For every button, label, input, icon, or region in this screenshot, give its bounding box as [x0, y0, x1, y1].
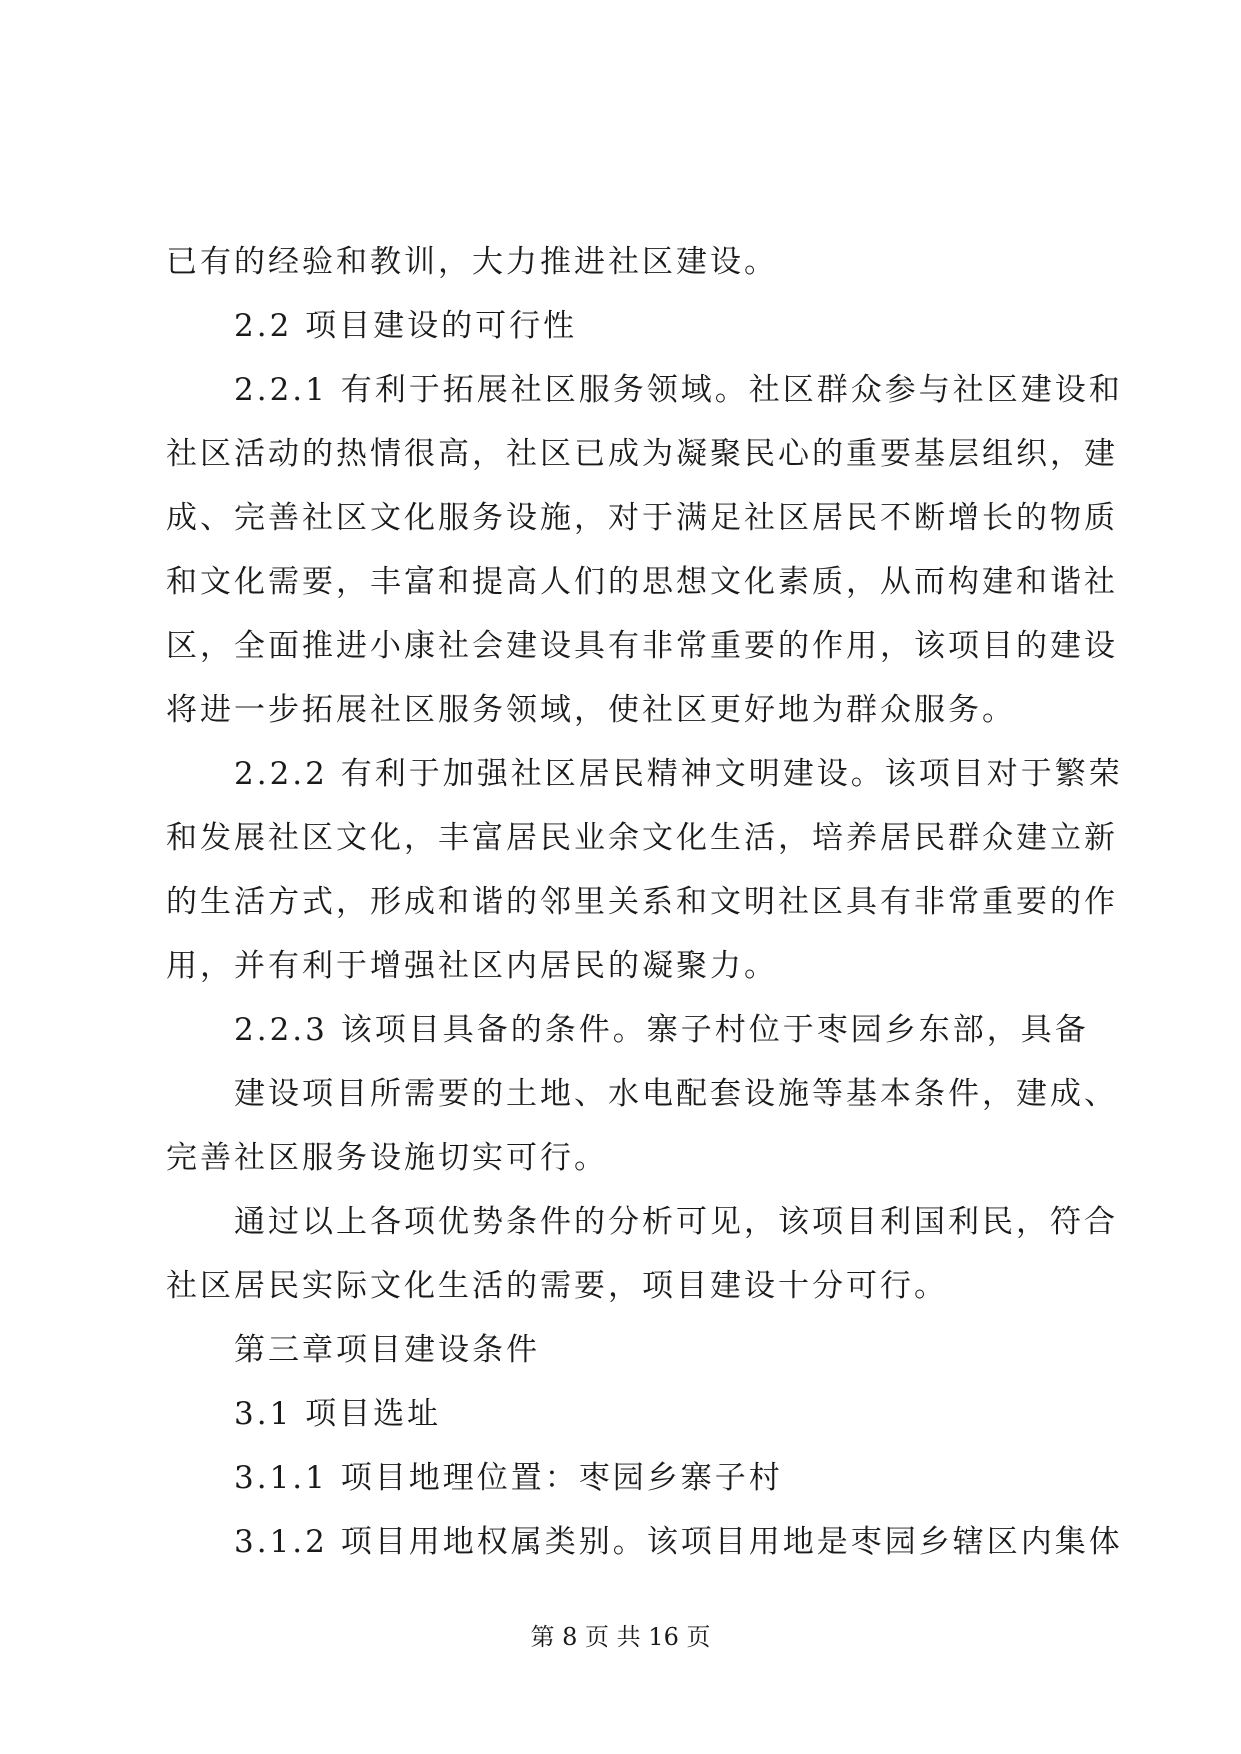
body-line: 和发展社区文化，丰富居民业余文化生活，培养居民群众建立新: [166, 820, 1118, 856]
paragraph-start: 2.2.2 有利于加强社区居民精神文明建设。该项目对于繁荣: [234, 756, 1123, 792]
section-heading: 2.2 项目建设的可行性: [234, 308, 578, 344]
paragraph-start: 2.2.3 该项目具备的条件。寨子村位于枣园乡东部，具备: [234, 1012, 1089, 1048]
subsection-line: 3.1.1 项目地理位置：枣园乡寨子村: [234, 1460, 783, 1496]
body-line: 和文化需要，丰富和提高人们的思想文化素质，从而构建和谐社: [166, 564, 1118, 600]
body-line: 建设项目所需要的土地、水电配套设施等基本条件，建成、: [234, 1076, 1118, 1112]
paragraph-start: 通过以上各项优势条件的分析可见，该项目利国利民，符合: [234, 1204, 1118, 1240]
section-heading: 3.1 项目选址: [234, 1396, 442, 1432]
subsection-line: 3.1.2 项目用地权属类别。该项目用地是枣园乡辖区内集体: [234, 1524, 1123, 1560]
body-line: 区，全面推进小康社会建设具有非常重要的作用，该项目的建设: [166, 628, 1118, 664]
page-number-footer: 第 8 页 共 16 页: [530, 1623, 711, 1651]
chapter-heading: 第三章项目建设条件: [234, 1332, 540, 1368]
body-line: 用，并有利于增强社区内居民的凝聚力。: [166, 948, 778, 984]
document-body: [166, 230, 1123, 1574]
body-line: 完善社区服务设施切实可行。: [166, 1140, 608, 1176]
paragraph-start: 2.2.1 有利于拓展社区服务领域。社区群众参与社区建设和: [234, 372, 1123, 408]
body-line: 社区居民实际文化生活的需要，项目建设十分可行。: [166, 1268, 948, 1304]
body-line: 的生活方式，形成和谐的邻里关系和文明社区具有非常重要的作: [166, 884, 1118, 920]
body-line: 已有的经验和教训，大力推进社区建设。: [166, 244, 778, 280]
body-line: 成、完善社区文化服务设施，对于满足社区居民不断增长的物质: [166, 500, 1118, 536]
body-line: 将进一步拓展社区服务领域，使社区更好地为群众服务。: [166, 692, 1016, 728]
body-line: 社区活动的热情很高，社区已成为凝聚民心的重要基层组织，建: [166, 436, 1118, 472]
